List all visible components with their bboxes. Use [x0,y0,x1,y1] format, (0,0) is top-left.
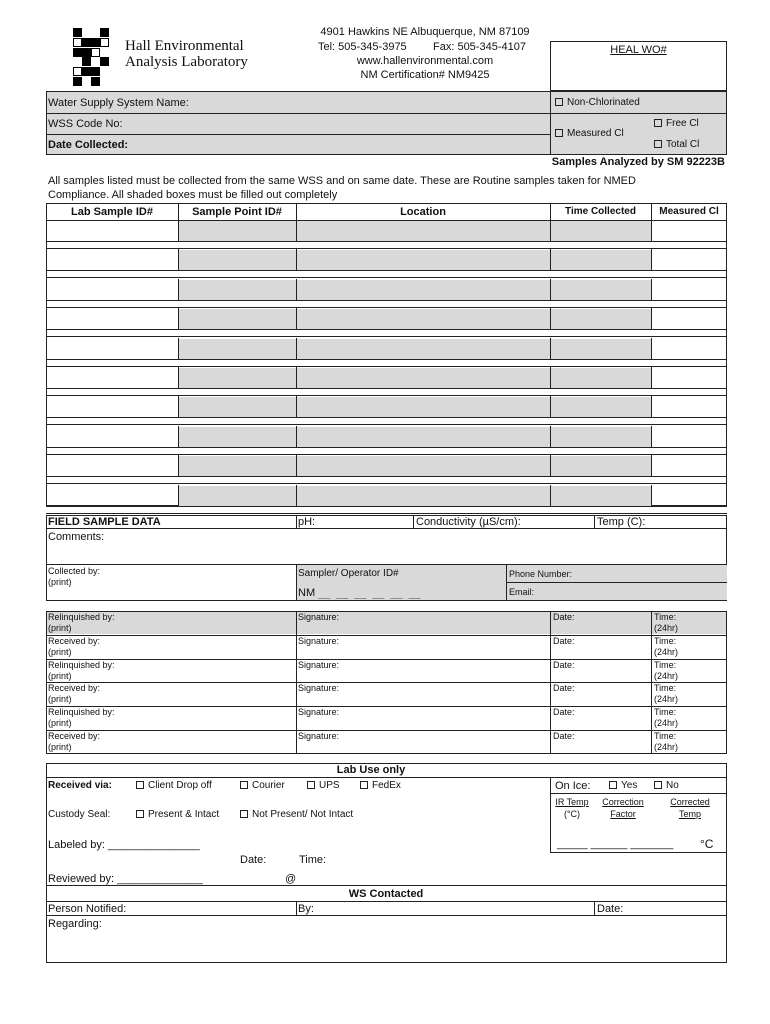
checkbox-icon [555,129,563,137]
conductivity-field[interactable]: Conductivity (µS/cm): [416,516,521,528]
custody-seal-label: Custody Seal: [48,809,111,820]
labeled-by-field[interactable]: Labeled by: _______________ [48,839,200,851]
custody-time-field[interactable]: Time: [654,683,677,693]
not-present-option[interactable]: Not Present/ Not Intact [240,810,353,820]
date-collected-field[interactable]: Date Collected: [48,139,129,151]
sample-row[interactable] [46,396,727,424]
wss-code-field[interactable]: WSS Code No: [48,118,123,130]
corrected-label: Corrected [670,797,710,807]
lab-address: 4901 Hawkins NE Albuquerque, NM 87109 [320,26,530,38]
custody-print-label: (print) [48,647,72,657]
ice-yes-option[interactable]: Yes [609,781,637,791]
sample-row[interactable] [46,455,727,483]
custody-24hr-label: (24hr) [654,718,679,728]
custody-time-field[interactable]: Time: [654,636,677,646]
lab-logo [73,28,109,86]
sample-row[interactable] [46,220,727,248]
custody-person-field[interactable]: Received by: [48,731,101,741]
reviewed-by-field[interactable]: Reviewed by: ______________ [48,873,203,885]
ws-contacted-title: WS Contacted [348,888,424,900]
checkbox-icon [240,781,248,789]
custody-time-field[interactable]: Time: [654,707,677,717]
custody-date-field[interactable]: Date: [553,731,575,741]
custody-24hr-label: (24hr) [654,742,679,752]
courier-option[interactable]: Courier [240,781,285,791]
custody-signature-field[interactable]: Signature: [298,683,340,693]
custody-date-field[interactable]: Date: [553,612,575,622]
collected-by-field[interactable]: Collected by: [48,566,101,576]
instructions-line2: Compliance. All shaded boxes must be filled out completely [48,189,338,201]
measured-cl-option[interactable]: Measured Cl [555,129,624,139]
custody-shaded-row [47,612,726,634]
custody-date-field[interactable]: Date: [553,683,575,693]
custody-signature-field[interactable]: Signature: [298,660,340,670]
custody-time-field[interactable]: Time: [654,612,677,622]
lab-name-line1: Hall Environmental [125,38,244,54]
checkbox-icon [307,781,315,789]
client-drop-option[interactable]: Client Drop off [136,781,212,791]
custody-print-label: (print) [48,742,72,752]
nm-id-field[interactable]: NM __ __ __ __ __ __ [298,587,421,599]
custody-print-label: (print) [48,671,72,681]
sample-row[interactable] [46,338,727,366]
custody-24hr-label: (24hr) [654,694,679,704]
col-time-collected: Time Collected [565,206,636,217]
checkbox-icon [136,781,144,789]
custody-signature-field[interactable]: Signature: [298,612,340,622]
col-measured-cl: Measured Cl [659,206,719,217]
custody-24hr-label: (24hr) [654,671,679,681]
on-ice-label: On Ice: [555,780,591,792]
custody-person-field[interactable]: Received by: [48,683,101,693]
custody-date-field[interactable]: Date: [553,707,575,717]
checkbox-icon [609,781,617,789]
sample-row[interactable] [46,367,727,395]
custody-print-label: (print) [48,718,72,728]
checkbox-icon [555,98,563,106]
ups-option[interactable]: UPS [307,781,340,791]
free-cl-option[interactable]: Free Cl [654,119,699,129]
lab-tel: Tel: 505-345-3975 [318,41,407,53]
custody-person-field[interactable]: Relinquished by: [48,660,115,670]
custody-date-field[interactable]: Date: [553,636,575,646]
collected-by-print: (print) [48,577,72,587]
lab-website: www.hallenvironmental.com [356,55,494,67]
non-chlorinated-option[interactable]: Non-Chlorinated [555,98,640,108]
custody-person-field[interactable]: Relinquished by: [48,612,115,622]
custody-signature-field[interactable]: Signature: [298,707,340,717]
samples-analyzed-note: Samples Analyzed by SM 92223B [551,156,725,168]
total-cl-option[interactable]: Total Cl [654,140,699,150]
custody-person-field[interactable]: Received by: [48,636,101,646]
checkbox-icon [654,119,662,127]
col-location: Location [400,206,446,218]
checkbox-icon [654,781,662,789]
factor-label: Factor [610,809,636,819]
temp-blanks-field[interactable]: _____ ______ _______ [557,838,674,850]
custody-print-label: (print) [48,694,72,704]
checkbox-icon [136,810,144,818]
correction-label: Correction [602,797,644,807]
checkbox-icon [240,810,248,818]
sampler-id-field[interactable]: Sampler/ Operator ID# [298,568,399,579]
ice-no-option[interactable]: No [654,781,679,791]
water-supply-field[interactable]: Water Supply System Name: [48,97,189,109]
sample-row[interactable] [46,485,727,513]
phone-field[interactable]: Phone Number: [509,569,573,579]
lab-name-line2: Analysis Laboratory [125,54,248,70]
notified-date-field[interactable]: Date: [597,903,624,915]
comments-field[interactable]: Comments: [48,531,105,543]
email-field[interactable]: Email: [509,587,535,597]
temp-field[interactable]: Temp (C): [597,516,646,528]
deg-c-label: °C [700,837,714,851]
lab-use-title: Lab Use only [336,764,406,776]
custody-date-field[interactable]: Date: [553,660,575,670]
checkbox-icon [654,140,662,148]
custody-signature-field[interactable]: Signature: [298,636,340,646]
sample-row[interactable] [46,249,727,277]
ir-temp-label: IR Temp [555,797,589,807]
received-via-label: Received via: [48,780,112,791]
ir-temp-unit: (°C) [563,809,581,819]
person-notified-field[interactable]: Person Notified: [48,903,127,915]
instructions-line1: All samples listed must be collected from the same WSS and on same date. These are Routine samples taken for NMED [48,175,636,187]
custody-time-field[interactable]: Time: [654,731,677,741]
custody-24hr-label: (24hr) [654,647,679,657]
custody-person-field[interactable]: Relinquished by: [48,707,115,717]
notified-by-field[interactable]: By: [298,903,314,915]
sample-row[interactable] [46,426,727,454]
checkbox-icon [360,781,368,789]
sample-row[interactable] [46,279,727,307]
custody-print-label: (print) [48,623,72,633]
custody-24hr-label: (24hr) [654,623,679,633]
lab-fax: Fax: 505-345-4107 [433,41,526,53]
custody-time-field[interactable]: Time: [654,660,677,670]
heal-wo-label: HEAL WO# [610,44,667,56]
col-lab-sample-id: Lab Sample ID# [71,206,153,218]
sample-row[interactable] [46,308,727,336]
labeled-date-field[interactable]: Date: [240,854,267,866]
fedex-option[interactable]: FedEx [360,781,401,791]
ph-field[interactable]: pH: [298,516,316,528]
lab-certification: NM Certification# NM9425 [360,69,490,81]
field-sample-title: FIELD SAMPLE DATA [48,516,161,528]
labeled-time-field[interactable]: Time: [299,854,327,866]
corrected-temp-label: Temp [678,809,701,819]
at-sign: @ [285,873,297,885]
present-intact-option[interactable]: Present & Intact [136,810,219,820]
regarding-field[interactable]: Regarding: [48,918,102,930]
col-sample-point-id: Sample Point ID# [192,206,282,218]
custody-signature-field[interactable]: Signature: [298,731,340,741]
